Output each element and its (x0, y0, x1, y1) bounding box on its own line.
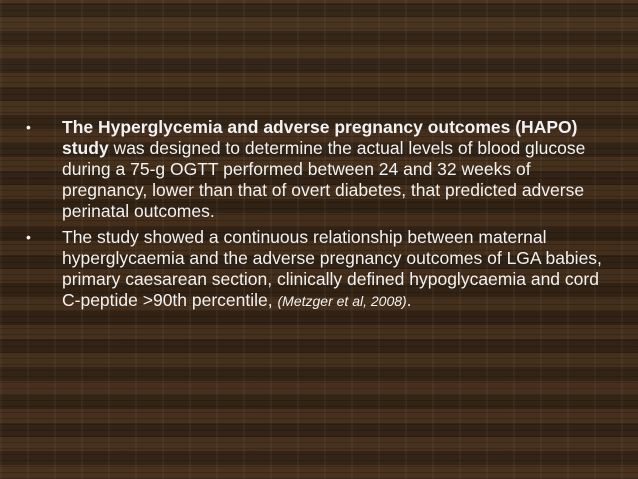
study-description: was designed to determine the actual levels of blood glucose during a 75-g OGTT performed between 24 and 32 weeks of pregnancy, lower than that of overt diabetes, that predicted adverse perinatal outcomes. (62, 138, 586, 221)
slide-content (26, 117, 616, 312)
bullet-text (62, 227, 616, 312)
study-title: The Hyperglycemia and adverse pregnancy outcomes (HAPO) study (62, 117, 578, 158)
citation: (Metzger et al, 2008) (277, 293, 407, 309)
bullet-icon: • (26, 229, 31, 245)
bullet-icon: • (26, 119, 31, 135)
sentence-end: . (406, 290, 412, 310)
bullet-item-hapo-results (26, 227, 616, 312)
study-results: The study showed a continuous relationship between maternal hyperglycaemia and the adverse pregnancy outcomes of LGA babies, primary caesarean section, clinically defined hypoglycaemia and cord C-peptide >90th percentile, (62, 227, 602, 310)
bullet-text (62, 117, 616, 222)
bullet-item-hapo-design (26, 117, 616, 222)
